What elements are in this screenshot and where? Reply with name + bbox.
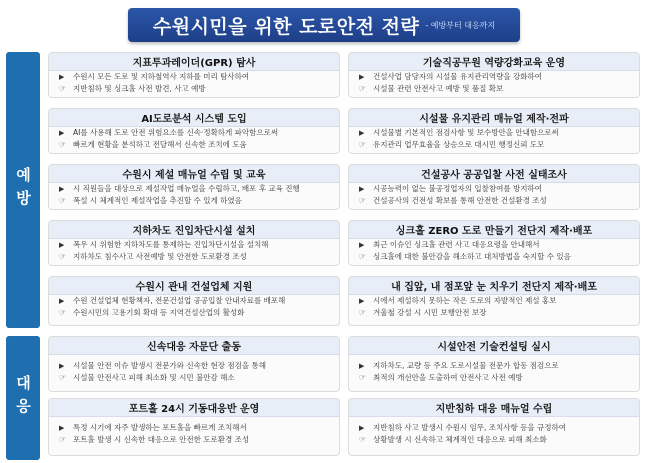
card-line: ☞ 지반침하 및 싱크홀 사전 발견, 사고 예방 xyxy=(59,84,206,93)
pointing-hand-icon: ☞ xyxy=(59,435,67,444)
page-subtitle: - 예방부터 대응까지 xyxy=(425,20,496,30)
card-staff-training xyxy=(348,52,640,98)
pointing-hand-icon: ☞ xyxy=(359,140,367,149)
page-title: 수원시민을 위한 도로안전 전략 xyxy=(152,15,420,38)
title-banner xyxy=(128,8,520,42)
card-line: ☞ 겨울철 강설 시 시민 보행안전 보장 xyxy=(359,308,487,317)
triangle-bullet-icon: ▶ xyxy=(359,297,365,305)
triangle-bullet-icon: ▶ xyxy=(59,73,65,81)
prevention-section-label xyxy=(6,52,40,328)
pointing-hand-icon: ☞ xyxy=(59,196,67,205)
pointing-hand-icon: ☞ xyxy=(359,308,367,317)
card-title: 지반침하 대응 매뉴얼 수립 xyxy=(349,399,639,417)
triangle-bullet-icon: ▶ xyxy=(59,362,65,370)
pointing-hand-icon: ☞ xyxy=(59,84,67,93)
pointing-hand-icon: ☞ xyxy=(359,196,367,205)
card-line: ▶ 시공능력이 없는 불공정업자의 입찰참여를 방지하여 xyxy=(359,184,542,193)
card-subsidence-manual xyxy=(348,398,640,456)
triangle-bullet-icon: ▶ xyxy=(59,297,65,305)
triangle-bullet-icon: ▶ xyxy=(359,185,365,193)
card-line: ☞ 폭설 시 체계적인 제설작업을 추진할 수 있게 하였음 xyxy=(59,196,242,205)
card-line: ▶ 수원 건설업체 현황책자, 전문건설업 공공입찰 안내자료를 배포해 xyxy=(59,296,286,305)
card-line: ☞ 건설공사의 건전성 확보를 통해 안전한 건설환경 조성 xyxy=(359,196,547,205)
card-bid-inspection xyxy=(348,164,640,210)
pointing-hand-icon: ☞ xyxy=(359,373,367,382)
card-line: ☞ 최적의 개선안을 도출하여 안전사고 사전 예방 xyxy=(359,373,523,382)
pointing-hand-icon: ☞ xyxy=(59,140,67,149)
triangle-bullet-icon: ▶ xyxy=(359,424,365,432)
triangle-bullet-icon: ▶ xyxy=(59,185,65,193)
pointing-hand-icon: ☞ xyxy=(359,435,367,444)
card-ai-road-analysis xyxy=(48,108,340,154)
triangle-bullet-icon: ▶ xyxy=(359,241,365,249)
card-line: ▶ 수원시 모든 도로 및 지하철역사 지하를 미리 탐사하여 xyxy=(59,72,250,81)
card-rapid-response-team xyxy=(48,336,340,392)
card-line: ▶ 시에서 제설하지 못하는 작은 도로의 자발적인 제설 홍보 xyxy=(359,296,557,305)
response-label-text: 대응 xyxy=(14,375,32,421)
card-title: 건설공사 공공입찰 사전 실태조사 xyxy=(349,165,639,183)
card-line: ☞ 유지관리 업무효율을 상승으로 대시민 행정신뢰 도모 xyxy=(359,140,545,149)
triangle-bullet-icon: ▶ xyxy=(359,73,365,81)
triangle-bullet-icon: ▶ xyxy=(59,241,65,249)
card-sinkhole-leaflet xyxy=(348,220,640,266)
triangle-bullet-icon: ▶ xyxy=(359,129,365,137)
card-line: ☞ 상황발생 시 신속하고 체계적인 대응으로 피해 최소화 xyxy=(359,435,547,444)
card-line: ☞ 싱크홀에 대한 불안감을 해소하고 대처방법을 숙지할 수 있음 xyxy=(359,252,571,261)
pointing-hand-icon: ☞ xyxy=(59,373,67,382)
card-line: ▶ 시설물별 기본적인 점검사항 및 보수방안을 안내함으로써 xyxy=(359,128,559,137)
pointing-hand-icon: ☞ xyxy=(59,252,67,261)
card-title: 시설안전 기술컨설팅 실시 xyxy=(349,337,639,355)
card-title: AI도로분석 시스템 도입 xyxy=(49,109,339,127)
card-line: ☞ 시설물 관련 안전사고 예방 및 품질 확보 xyxy=(359,84,504,93)
card-title: 지표투과레이더(GPR) 탐사 xyxy=(49,53,339,71)
triangle-bullet-icon: ▶ xyxy=(59,129,65,137)
card-local-construction-support xyxy=(48,276,340,326)
card-line: ▶ 지하차도, 교량 등 주요 도로시설물 전문가 합동 점검으로 xyxy=(359,361,559,370)
card-line: ☞ 지하차도 침수사고 사전예방 및 안전한 도로환경 조성 xyxy=(59,252,247,261)
card-title: 싱크홀 ZERO 도로 만들기 전단지 제작·배포 xyxy=(349,221,639,239)
card-title: 포트홀 24시 기동대응반 운영 xyxy=(49,399,339,417)
card-line: ☞ 빠르게 현황을 분석하고 전달해서 신속한 조치에 도움 xyxy=(59,140,247,149)
card-title: 신속대응 자문단 출동 xyxy=(49,337,339,355)
card-title: 지하차도 진입차단시설 설치 xyxy=(49,221,339,239)
card-underpass-barrier xyxy=(48,220,340,266)
prevention-label-text: 예방 xyxy=(14,167,32,213)
card-maintenance-manual xyxy=(348,108,640,154)
triangle-bullet-icon: ▶ xyxy=(59,424,65,432)
card-pothole-response-team xyxy=(48,398,340,456)
card-snow-clearing-leaflet xyxy=(348,276,640,326)
card-line: ▶ 특정 시기에 자주 발생하는 포트홀을 빠르게 조치해서 xyxy=(59,423,247,432)
card-title: 기술직공무원 역량강화교육 운영 xyxy=(349,53,639,71)
card-line: ☞ 수원시민의 고용기회 확대 등 지역건설산업의 활성화 xyxy=(59,308,245,317)
pointing-hand-icon: ☞ xyxy=(359,252,367,261)
pointing-hand-icon: ☞ xyxy=(359,84,367,93)
response-section-label xyxy=(6,336,40,460)
card-line: ☞ 포트홀 발생 시 신속한 대응으로 안전한 도로환경 조성 xyxy=(59,435,250,444)
card-line: ▶ AI를 사용해 도로 안전 위험요소를 신속·정확하게 파악함으로써 xyxy=(59,128,279,137)
card-snow-removal-manual xyxy=(48,164,340,210)
card-gpr-survey xyxy=(48,52,340,98)
card-title: 수원시 관내 건설업체 지원 xyxy=(49,277,339,295)
pointing-hand-icon: ☞ xyxy=(59,308,67,317)
card-line: ▶ 시설물 안전 이슈 발생시 전문가와 신속한 현장 점검을 통해 xyxy=(59,361,266,370)
card-line: ▶ 폭우 시 위험한 지하차도를 통제하는 진입차단시설을 설치해 xyxy=(59,240,269,249)
card-safety-consulting xyxy=(348,336,640,392)
card-line: ☞ 시설물 안전사고 피해 최소화 및 시민 불안감 해소 xyxy=(59,373,235,382)
card-line: ▶ 지반침하 사고 발생시 수원시 임무, 조치사항 등을 규정하여 xyxy=(359,423,566,432)
card-title: 내 집앞, 내 점포앞 눈 치우기 전단지 제작·배포 xyxy=(349,277,639,295)
card-line: ▶ 시 직원들을 대상으로 제설작업 매뉴얼을 수립하고, 배포 후 교육 진행 xyxy=(59,184,300,193)
triangle-bullet-icon: ▶ xyxy=(359,362,365,370)
card-title: 수원시 제설 매뉴얼 수립 및 교육 xyxy=(49,165,339,183)
card-line: ▶ 최근 이슈인 싱크홀 관련 사고 대응요령을 안내해서 xyxy=(359,240,540,249)
card-title: 시설물 유지관리 매뉴얼 제작·전파 xyxy=(349,109,639,127)
card-line: ▶ 건설사업 담당자의 시설물 유지관리역량을 강화하여 xyxy=(359,72,542,81)
